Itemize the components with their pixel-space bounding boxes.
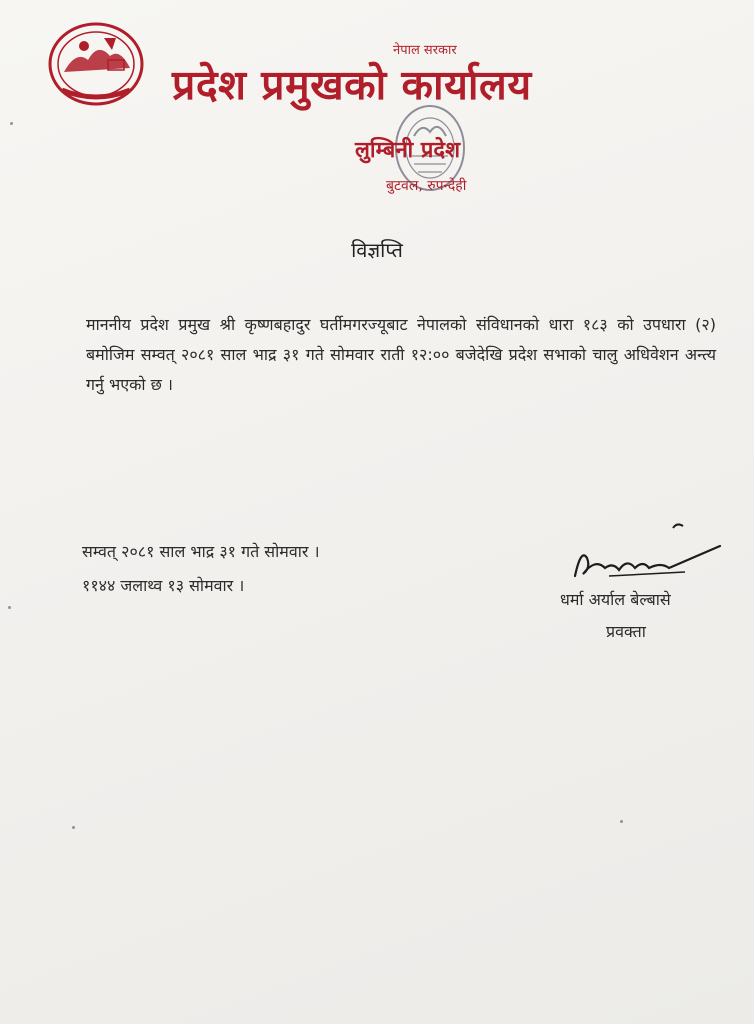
paper-speck bbox=[8, 606, 11, 609]
province-name: लुम्बिनी प्रदेश bbox=[355, 138, 461, 163]
signatory-name: धर्मा अर्याल बेल्बासे bbox=[560, 590, 671, 609]
government-label: नेपाल सरकार bbox=[393, 43, 457, 58]
notice-title: विज्ञप्ति bbox=[351, 238, 403, 262]
date-bikram-sambat: सम्वत् २०८१ साल भाद्र ३१ गते सोमवार । bbox=[82, 542, 320, 561]
signature-image bbox=[565, 518, 725, 590]
date-block bbox=[82, 535, 320, 603]
office-title: प्रदेश प्रमुखको कार्यालय bbox=[172, 61, 532, 109]
paper-speck bbox=[72, 826, 75, 829]
paper-speck bbox=[620, 820, 623, 823]
notice-body: माननीय प्रदेश प्रमुख श्री कृष्णबहादुर घर्तीमगरज्यूबाट नेपालको संविधानको धारा १८३ को उपधारा (२) बमोजिम सम्वत् २०८१ साल भाद्र ३१ गते सोमवार राती १२:०० बजेदेखि प्रदेश सभाको चालु अधिवेशन अन्त्य गर्नु भएको छ । bbox=[86, 315, 716, 394]
signatory-role: प्रवक्ता bbox=[606, 622, 646, 641]
office-address: बुटवल, रुपन्देही bbox=[386, 178, 467, 194]
government-emblem-icon bbox=[46, 20, 146, 106]
date-nepal-sambat: ११४४ जलाथ्व १३ सोमवार । bbox=[82, 576, 245, 595]
paper-speck bbox=[10, 122, 13, 125]
